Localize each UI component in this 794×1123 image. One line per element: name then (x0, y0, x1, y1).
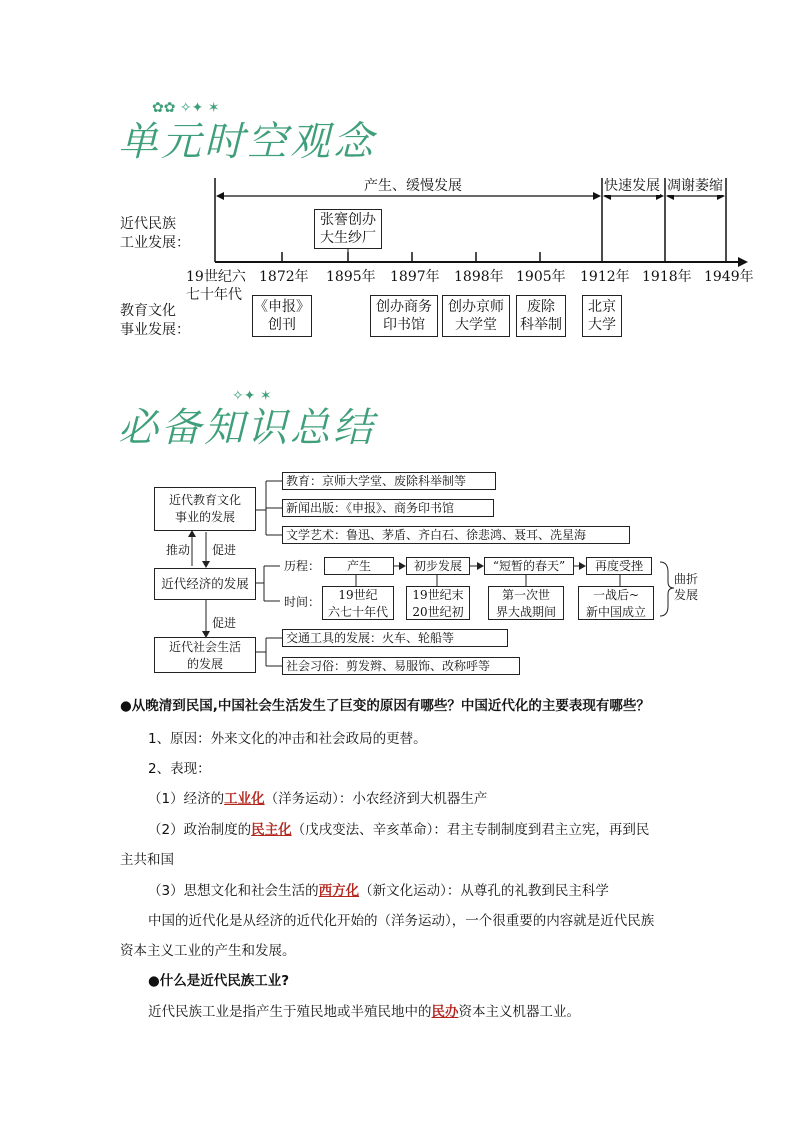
edu-item: 文学艺术：鲁迅、茅盾、齐白石、徐悲鸿、聂耳、冼星海 (282, 526, 630, 544)
edu-event-line2: 大学 (588, 317, 616, 333)
question-heading: ●从晚清到民国,中国社会生活发生了巨变的原因有哪些？中国近代化的主要表现有哪些？ (120, 698, 650, 714)
edu-event-line1: 创办京师 (448, 299, 504, 315)
year-label: 19世纪六 (186, 269, 246, 285)
paragraph: 2、表现： (148, 761, 211, 777)
time-box (322, 586, 394, 620)
time-line2: 界大战期间 (495, 605, 556, 619)
year-label: 1912年 (580, 269, 630, 285)
phase-label-slow: 产生、缓慢发展 (362, 175, 464, 195)
soc-item: 交通工具的发展：火车、轮船等 (282, 629, 508, 647)
keyword-democratization: 民主化 (251, 822, 292, 838)
time-line1: 一战后~ (592, 588, 640, 602)
edu-item: 教育：京师大学堂、废除科举制等 (282, 472, 496, 490)
process-step: 再度受挫 (586, 557, 652, 575)
edu-event-line2: 创刊 (268, 317, 296, 333)
edu-event-line2: 大学堂 (455, 317, 497, 333)
winding-label-1: 曲折 (674, 572, 699, 586)
process-label: 历程： (284, 559, 321, 573)
paragraph (148, 1003, 580, 1021)
time-box (488, 586, 564, 620)
edu-event-line1: 废除 (527, 299, 555, 315)
flower-decoration-icon: ✿✿ ✧✦ ✶ (152, 100, 220, 116)
node-soc-line1: 近代社会生活 (168, 640, 241, 654)
year-label: 1918年 (642, 269, 692, 285)
edu-event-line1: 《申报》 (254, 299, 310, 315)
node-edu-line1: 近代教育文化 (168, 493, 241, 507)
edu-label-line2: 事业发展： (120, 322, 190, 338)
paragraph: 1、原因：外来文化的冲击和社会政局的更替。 (148, 731, 427, 747)
section-heading-summary: 必备知识总结 (118, 405, 376, 451)
phase-label-decline: 凋谢萎缩 (667, 175, 723, 195)
node-society (154, 637, 256, 673)
keyword-westernization: 西方化 (318, 883, 360, 899)
time-box (406, 586, 470, 620)
time-line2: 新中国成立 (585, 605, 646, 619)
paragraph (148, 790, 487, 808)
year-label: 七十年代 (186, 287, 242, 303)
edu-item: 新闻出版：《申报》、商务印书馆 (282, 499, 494, 517)
process-step: 初步发展 (406, 557, 470, 575)
question-heading-2: ●什么是近代民族工业? (148, 973, 290, 989)
process-step: “短暂的春天” (484, 557, 574, 575)
node-economy: 近代经济的发展 (154, 568, 256, 600)
promote-label: 促进 (212, 543, 237, 557)
node-edu-line2: 事业的发展 (174, 510, 235, 524)
edu-label-line1: 教育文化 (120, 303, 176, 319)
text-span: （2）政治制度的 (148, 822, 252, 838)
industry-label-line1: 近代民族 (120, 216, 176, 232)
text-span: （3）思想文化和社会生活的 (148, 883, 319, 899)
keyword-private: 民办 (431, 1004, 459, 1020)
process-step: 产生 (324, 557, 394, 575)
time-line1: 19世纪末 (412, 588, 464, 602)
keyword-industrialization: 工业化 (224, 791, 265, 807)
text-span: 资本主义机器工业。 (458, 1004, 580, 1020)
soc-item: 社会习俗：剪发辫、易服饰、改称呼等 (282, 657, 520, 675)
paragraph: 资本主义工业的产生和发展。 (120, 943, 296, 959)
edu-event-line1: 北京 (588, 299, 616, 315)
time-line2: 20世纪初 (412, 605, 464, 619)
time-line2: 六七十年代 (327, 605, 388, 619)
year-label: 1905年 (516, 269, 566, 285)
edu-event-line2: 印书馆 (383, 317, 425, 333)
year-label: 1895年 (326, 269, 376, 285)
text-span: （新文化运动）：从尊孔的礼教到民主科学 (359, 883, 609, 899)
text-span: （戊戌变法、辛亥革命）：君主专制制度到君主立宪，再到民 (291, 822, 650, 838)
time-label: 时间： (284, 595, 321, 609)
node-edu-culture (154, 487, 256, 531)
promote-label-2: 促进 (212, 616, 237, 630)
push-label: 推动 (166, 543, 191, 557)
paragraph (148, 882, 609, 900)
industry-event-line2: 大生纱厂 (320, 230, 376, 246)
year-label: 1897年 (390, 269, 440, 285)
edu-event-line2: 科举制 (520, 317, 562, 333)
text-span: 近代民族工业是指产生于殖民地或半殖民地中的 (148, 1004, 432, 1020)
year-label: 1949年 (704, 269, 754, 285)
industry-event-line1: 张謇创办 (320, 212, 376, 228)
phase-label-fast: 快速发展 (604, 175, 660, 195)
node-soc-line2: 的发展 (186, 657, 223, 671)
text-span: （1）经济的 (148, 791, 225, 807)
time-line1: 第一次世 (501, 588, 550, 602)
time-line1: 19世纪 (338, 588, 378, 602)
industry-label-line2: 工业发展： (120, 235, 190, 251)
paragraph (148, 821, 649, 839)
time-box (578, 586, 654, 620)
edu-event-line1: 创办商务 (376, 299, 432, 315)
paragraph: 主共和国 (120, 852, 174, 868)
year-label: 1872年 (259, 269, 309, 285)
section-heading-timeline: 单元时空观念 (118, 119, 376, 165)
paragraph: 中国的近代化是从经济的近代化开始的（洋务运动），一个很重要的内容就是近代民族 (148, 913, 655, 929)
star-decoration-icon: ✧✦ ✶ (232, 388, 272, 404)
winding-label-2: 发展 (674, 588, 699, 602)
text-span: （洋务运动）：小农经济到大机器生产 (264, 791, 488, 807)
year-label: 1898年 (454, 269, 504, 285)
